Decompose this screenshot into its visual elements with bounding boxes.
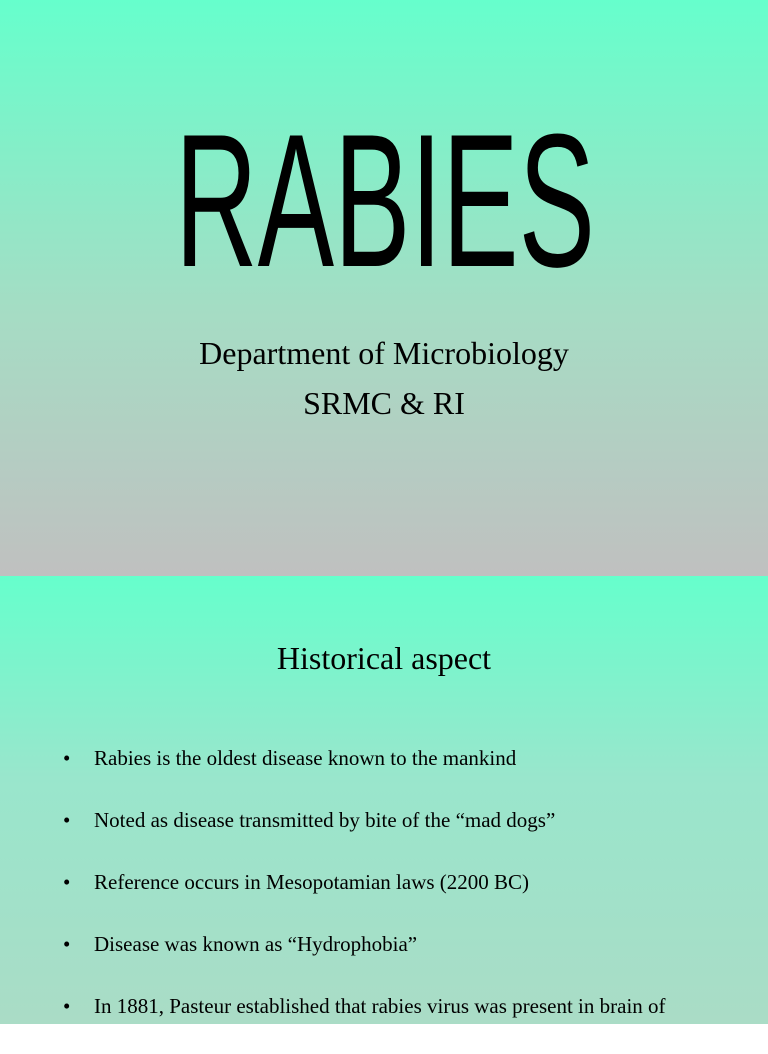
bullet-item [0,744,768,806]
historical-aspect-slide [0,576,768,1024]
bullet-text: Rabies is the oldest disease known to the mankind [94,746,517,770]
bullet-item [0,868,768,930]
department-subtitle: Department of Microbiology [199,335,569,371]
bullet-text: Reference occurs in Mesopotamian laws (2200 BC) [94,870,530,894]
bullet-item [0,992,768,1054]
bullet-marker: • [63,994,71,1018]
bullet-marker: • [63,808,71,832]
bullet-item [0,930,768,992]
bullet-text: Disease was known as “Hydrophobia” [94,932,418,956]
rabies-wordart-title [170,92,600,307]
bullet-text: Noted as disease transmitted by bite of the “mad dogs” [94,808,556,832]
bullet-marker: • [63,746,71,770]
bullet-marker: • [63,932,71,956]
rabies-wordart-text: RABIES [175,94,595,307]
bullet-item [0,806,768,868]
slide-title: Historical aspect [276,640,492,676]
institution-subtitle: SRMC & RI [303,385,465,421]
bullet-text: In 1881, Pasteur established that rabies virus was present in brain of [94,994,666,1018]
bullet-marker: • [63,870,71,894]
bullet-list [0,744,768,1054]
